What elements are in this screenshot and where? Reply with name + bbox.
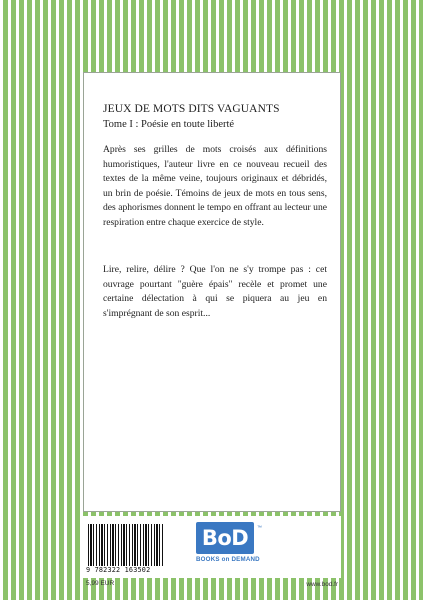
trademark-symbol: ™	[257, 525, 262, 531]
book-title: JEUX DE MOTS DITS VAGUANTS	[103, 103, 280, 115]
barcode	[88, 524, 164, 566]
isbn-number: 9 782322 163502	[86, 566, 151, 574]
price-label: 5,99 EUR	[86, 580, 115, 587]
book-subtitle: Tome I : Poésie en toute liberté	[103, 119, 235, 130]
publisher-logo	[196, 522, 272, 570]
blurb-paragraph-1: Après ses grilles de mots croisés aux définitions humoristiques, l'auteur livre en ce nouveau recueil des textes de la même veine, toujours originaux et débridés, un brin de poésie. Témoins de jeux de mots en tous sens, des aphorismes donnent le tempo en offrant au lecteur une respiration entre chaque exercice de style.	[103, 144, 327, 228]
publisher-subtitle: BOOKS on DEMAND	[196, 556, 260, 563]
publisher-logo-mark: BoD	[196, 522, 254, 554]
blurb-paragraph-2: Lire, relire, délire ? Que l'on ne s'y trompe pas : cet ouvrage pourtant "guère épais" recèle et promet une certaine délectation à qui se piquera au jeu en s'imprégnant de son esprit...	[103, 264, 327, 319]
publisher-website: www.bod.fr	[306, 581, 338, 588]
